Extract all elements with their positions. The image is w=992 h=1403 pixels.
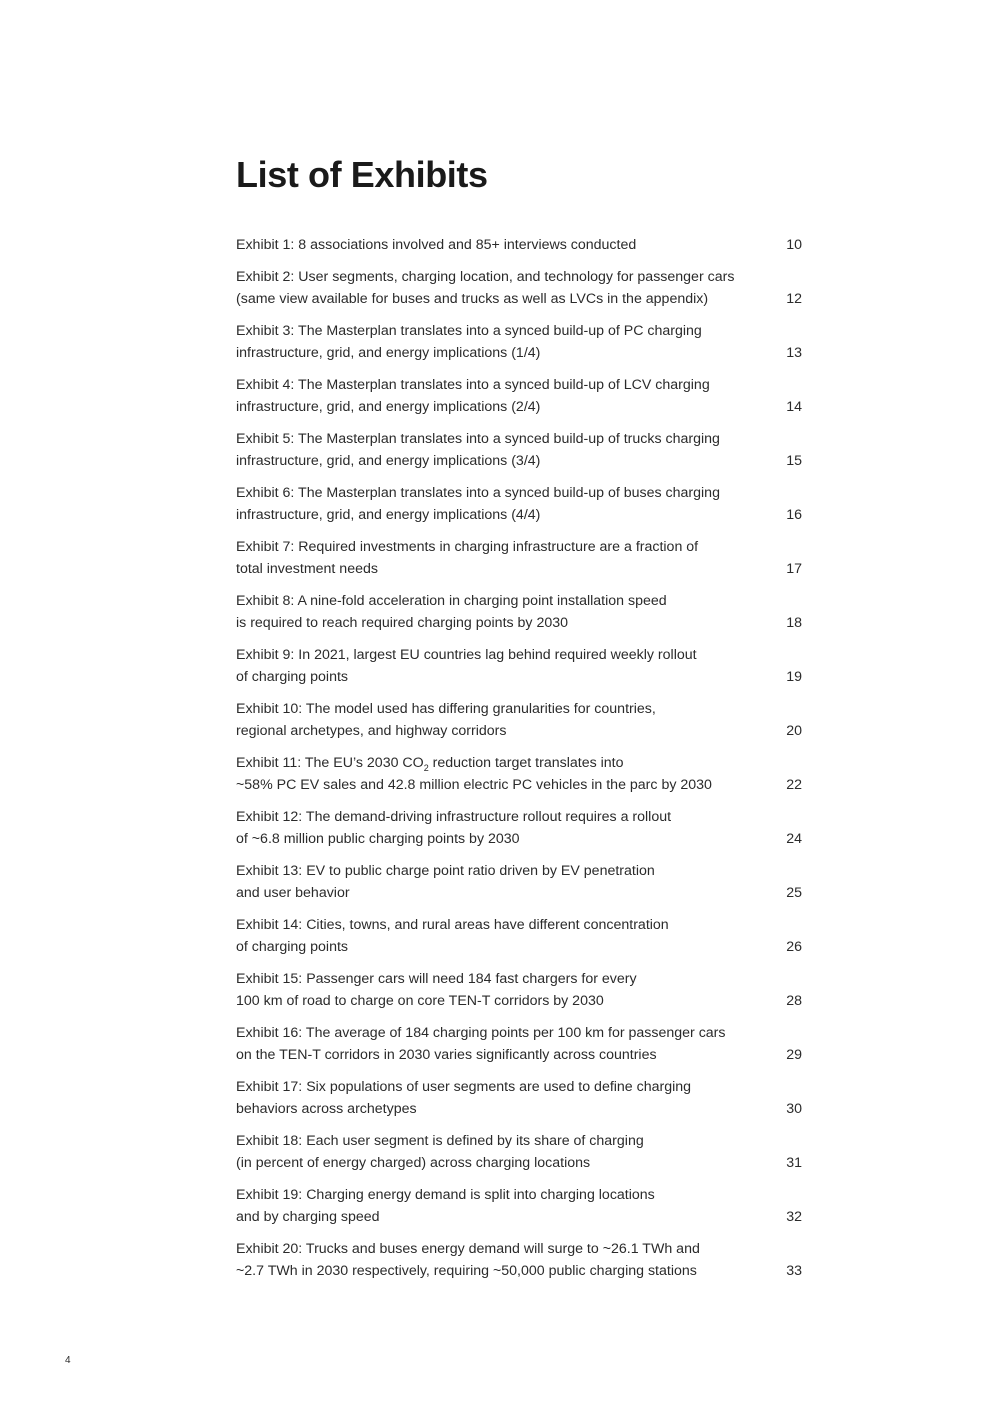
exhibit-entry-text: Exhibit 17: Six populations of user segments are used to define charging behaviors across archetypes: [236, 1079, 692, 1117]
exhibit-entry-8[interactable]: [236, 590, 804, 634]
exhibit-entry-11[interactable]: [236, 752, 804, 796]
exhibit-entry-16[interactable]: [236, 1022, 804, 1066]
page-number: 4: [65, 1355, 71, 1366]
exhibit-entry-10[interactable]: [236, 698, 804, 742]
exhibit-page-number: 24: [786, 831, 802, 847]
exhibit-entry-text: Exhibit 2: User segments, charging location, and technology for passenger cars (same view available for buses and trucks as well as LVCs in the appendix): [236, 269, 735, 307]
exhibit-entry-text: Exhibit 7: Required investments in charging infrastructure are a fraction of total investment needs: [236, 539, 699, 577]
exhibit-entry-text: Exhibit 15: Passenger cars will need 184 fast chargers for every 100 km of road to charge on core TEN-T corridors by 2030: [236, 971, 637, 1009]
exhibit-entry-text: Exhibit 5: The Masterplan translates into a synced build-up of trucks charging infrastructure, grid, and energy implications (3/4): [236, 431, 720, 469]
exhibit-page-number: 33: [786, 1263, 802, 1279]
exhibit-entry-9[interactable]: [236, 644, 804, 688]
exhibit-entry-12[interactable]: [236, 806, 804, 850]
exhibit-entry-text: Exhibit 6: The Masterplan translates into a synced build-up of buses charging infrastructure, grid, and energy implications (4/4): [236, 485, 720, 523]
exhibit-entry-2[interactable]: [236, 266, 804, 310]
exhibit-entry-text: Exhibit 16: The average of 184 charging points per 100 km for passenger cars on the TEN-T corridors in 2030 varies significantly across countries: [236, 1025, 726, 1063]
exhibit-page-number: 28: [786, 993, 802, 1009]
exhibit-entry-17[interactable]: [236, 1076, 804, 1120]
exhibit-page-number: 22: [786, 777, 802, 793]
exhibit-entry-text: Exhibit 9: In 2021, largest EU countries lag behind required weekly rollout of charging points: [236, 647, 697, 685]
exhibit-entry-text: Exhibit 4: The Masterplan translates into a synced build-up of LCV charging infrastructure, grid, and energy implications (2/4): [236, 377, 710, 415]
exhibit-entry-text: Exhibit 3: The Masterplan translates into a synced build-up of PC charging infrastructure, grid, and energy implications (1/4): [236, 323, 702, 361]
exhibit-entry-text: Exhibit 12: The demand-driving infrastructure rollout requires a rollout of ~6.8 million public charging points by 2030: [236, 809, 672, 847]
exhibit-entry-text: Exhibit 18: Each user segment is defined by its share of charging (in percent of energy charged) across charging locations: [236, 1133, 644, 1171]
exhibit-page-number: 15: [786, 453, 802, 469]
exhibit-page-number: 16: [786, 507, 802, 523]
exhibit-page-number: 29: [786, 1047, 802, 1063]
exhibit-entry-text: Exhibit 1: 8 associations involved and 85+ interviews conducted: [236, 237, 637, 253]
exhibit-page-number: 31: [786, 1155, 802, 1171]
exhibit-entry-text: Exhibit 8: A nine-fold acceleration in charging point installation speed is required to reach required charging points by 2030: [236, 593, 667, 631]
exhibit-page-number: 26: [786, 939, 802, 955]
exhibit-entry-6[interactable]: [236, 482, 804, 526]
exhibit-entry-14[interactable]: [236, 914, 804, 958]
exhibit-entry-3[interactable]: [236, 320, 804, 364]
exhibit-entry-19[interactable]: [236, 1184, 804, 1228]
exhibit-entry-13[interactable]: [236, 860, 804, 904]
exhibit-entry-4[interactable]: [236, 374, 804, 418]
exhibit-entry-15[interactable]: [236, 968, 804, 1012]
exhibit-entry-text: Exhibit 10: The model used has differing granularities for countries, regional archetypes, and highway corridors: [236, 701, 656, 739]
exhibit-entry-text: Exhibit 19: Charging energy demand is split into charging locations and by charging speed: [236, 1187, 655, 1225]
exhibit-page-number: 13: [786, 345, 802, 361]
exhibit-page-number: 17: [786, 561, 802, 577]
exhibit-entry-7[interactable]: [236, 536, 804, 580]
exhibit-page-number: 19: [786, 669, 802, 685]
page-title: List of Exhibits: [236, 154, 488, 195]
exhibit-entry-18[interactable]: [236, 1130, 804, 1174]
exhibit-entry-5[interactable]: [236, 428, 804, 472]
exhibit-page-number: 12: [786, 291, 802, 307]
exhibit-page-number: 20: [786, 723, 802, 739]
exhibit-entry-text: Exhibit 14: Cities, towns, and rural areas have different concentration of charging points: [236, 917, 669, 955]
exhibit-entry-20[interactable]: [236, 1238, 804, 1282]
subscript-2: 2: [423, 762, 429, 773]
exhibit-list: [236, 234, 804, 1292]
exhibit-entry-text: Exhibit 11: The EU’s 2030 $CO_2$ reduction target translates into ~58% PC EV sales and 42.8 million electric PC vehicles in the parc by 2030: [236, 755, 712, 793]
exhibit-page-number: 10: [786, 237, 802, 253]
exhibit-page-number: 25: [786, 885, 802, 901]
exhibit-entry-text: Exhibit 20: Trucks and buses energy demand will surge to ~26.1 TWh and ~2.7 TWh in 2030 respectively, requiring ~50,000 public charging stations: [236, 1241, 700, 1279]
exhibit-page-number: 32: [786, 1209, 802, 1225]
exhibit-page-number: 14: [786, 399, 802, 415]
exhibit-page-number: 30: [786, 1101, 802, 1117]
exhibit-entry-1[interactable]: [236, 234, 804, 256]
exhibit-page-number: 18: [786, 615, 802, 631]
exhibit-entry-text: Exhibit 13: EV to public charge point ratio driven by EV penetration and user behavior: [236, 863, 655, 901]
